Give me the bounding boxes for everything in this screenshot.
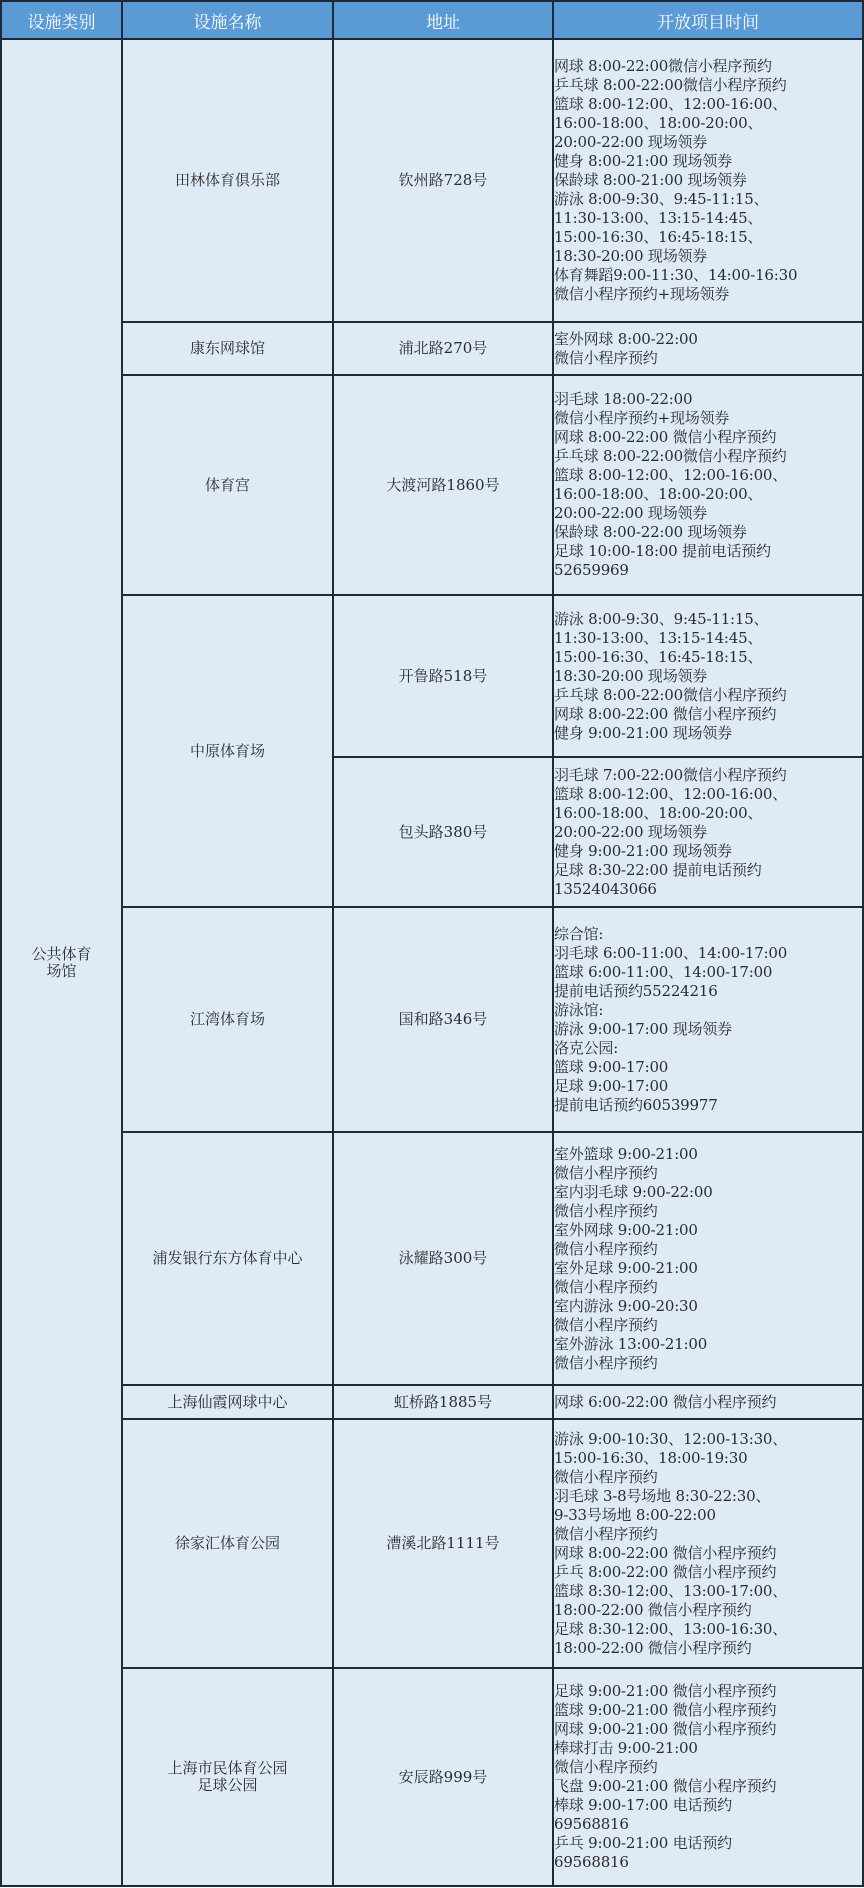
schedule-line: 18:30-20:00 现场领券	[554, 247, 708, 265]
schedule-line: 微信小程序预约+现场领券	[554, 285, 730, 303]
schedule-line: 乒乓球 8:00-22:00微信小程序预约	[554, 76, 787, 94]
schedule-line: 网球 8:00-22:00微信小程序预约	[554, 57, 772, 75]
schedule-line: 篮球 8:00-12:00、12:00-16:00、	[554, 466, 788, 484]
facility-name: 上海市民体育公园 足球公园	[122, 1668, 333, 1886]
table-row	[1, 1419, 863, 1668]
schedule-line: 室外网球 8:00-22:00	[554, 329, 698, 348]
schedule-line: 飞盘 9:00-21:00 微信小程序预约	[554, 1777, 777, 1795]
schedule-line: 健身 9:00-21:00 现场领券	[554, 723, 732, 742]
schedule-cell	[553, 1132, 863, 1385]
schedule-line: 篮球 8:00-12:00、12:00-16:00、	[554, 784, 788, 803]
category-cell: 公共体育 场馆	[1, 39, 122, 1886]
facility-address: 漕溪北路1111号	[333, 1419, 553, 1668]
facility-name: 上海仙霞网球中心	[122, 1385, 333, 1419]
schedule-line: 游泳 8:00-9:30、9:45-11:15、	[554, 190, 769, 208]
schedule-line: 微信小程序预约	[554, 1315, 658, 1334]
facility-address: 钦州路728号	[333, 39, 553, 322]
schedule-cell	[553, 907, 863, 1132]
schedule-cell	[553, 595, 863, 757]
header-row	[1, 1, 863, 39]
schedule-line: 提前电话预约60539977	[554, 1095, 718, 1114]
schedule-line: 室外足球 9:00-21:00	[554, 1258, 698, 1277]
schedule-line: 乒乓球 8:00-22:00微信小程序预约	[554, 447, 787, 465]
schedule-line: 15:00-16:30、18:00-19:30	[554, 1448, 748, 1467]
schedule-line: 乒乓 8:00-22:00 微信小程序预约	[554, 1562, 777, 1581]
schedule-line: 乒乓球 8:00-22:00微信小程序预约	[554, 685, 787, 704]
facility-address: 浦北路270号	[333, 322, 553, 375]
schedule-line: 篮球 8:00-12:00、12:00-16:00、	[554, 95, 788, 113]
table-row	[1, 907, 863, 1132]
schedule-line: 网球 8:00-22:00 微信小程序预约	[554, 428, 777, 446]
schedule-line: 11:30-13:00、13:15-14:45、	[554, 628, 763, 647]
schedule-line: 网球 8:00-22:00 微信小程序预约	[554, 704, 777, 723]
schedule-line: 综合馆:	[554, 924, 604, 943]
schedule-line: 16:00-18:00、18:00-20:00、	[554, 485, 763, 503]
schedule-line: 微信小程序预约+现场领券	[554, 409, 730, 427]
schedule-line: 足球 8:30-12:00、13:00-16:30、	[554, 1619, 788, 1638]
schedule-line: 室内游泳 9:00-20:30	[554, 1296, 698, 1315]
schedule-cell	[553, 1668, 863, 1886]
schedule-line: 游泳馆:	[554, 1000, 604, 1019]
facility-address: 大渡河路1860号	[333, 375, 553, 595]
schedule-line: 羽毛球 3-8号场地 8:30-22:30、	[554, 1486, 771, 1505]
schedule-cell	[553, 757, 863, 907]
schedule-line: 足球 9:00-21:00 微信小程序预约	[554, 1682, 777, 1700]
schedule-line: 20:00-22:00 现场领券	[554, 822, 708, 841]
schedule-line: 室外网球 9:00-21:00	[554, 1220, 698, 1239]
schedule-line: 微信小程序预约	[554, 1353, 658, 1372]
schedule-cell	[553, 1385, 863, 1419]
header-category: 设施类别	[1, 1, 122, 39]
schedule-line: 微信小程序预约	[554, 1239, 658, 1258]
schedule-line: 52659969	[554, 561, 629, 579]
schedule-line: 室外篮球 9:00-21:00	[554, 1144, 698, 1163]
facility-name: 江湾体育场	[122, 907, 333, 1132]
schedule-line: 9-33号场地 8:00-22:00	[554, 1505, 716, 1524]
facility-name: 徐家汇体育公园	[122, 1419, 333, 1668]
schedule-line: 网球 8:00-22:00 微信小程序预约	[554, 1543, 777, 1562]
schedule-line: 网球 6:00-22:00 微信小程序预约	[554, 1392, 777, 1411]
table-row	[1, 1668, 863, 1886]
schedule-line: 羽毛球 18:00-22:00	[554, 390, 693, 408]
schedule-line: 游泳 9:00-17:00 现场领券	[554, 1019, 732, 1038]
schedule-cell	[553, 39, 863, 322]
schedule-line: 18:30-20:00 现场领券	[554, 666, 708, 685]
table-row	[1, 322, 863, 375]
table-row	[1, 1132, 863, 1385]
facility-address: 包头路380号	[333, 757, 553, 907]
facility-address: 虹桥路1885号	[333, 1385, 553, 1419]
table-row	[1, 375, 863, 595]
schedule-line: 体育舞蹈9:00-11:30、14:00-16:30	[554, 266, 798, 284]
schedule-cell	[553, 375, 863, 595]
schedule-line: 足球 9:00-17:00	[554, 1076, 669, 1095]
schedule-line: 15:00-16:30、16:45-18:15、	[554, 228, 763, 246]
header-facility-name: 设施名称	[122, 1, 333, 39]
table-row	[1, 1385, 863, 1419]
schedule-line: 羽毛球 7:00-22:00微信小程序预约	[554, 765, 787, 784]
schedule-line: 室内羽毛球 9:00-22:00	[554, 1182, 713, 1201]
facility-name: 田林体育俱乐部	[122, 39, 333, 322]
facility-address: 国和路346号	[333, 907, 553, 1132]
schedule-line: 69568816	[554, 1815, 629, 1833]
schedule-line: 健身 8:00-21:00 现场领券	[554, 152, 732, 170]
schedule-line: 足球 10:00-18:00 提前电话预约	[554, 542, 771, 560]
schedule-line: 篮球 9:00-17:00	[554, 1057, 669, 1076]
schedule-line: 11:30-13:00、13:15-14:45、	[554, 209, 763, 227]
facility-name: 中原体育场	[122, 595, 333, 907]
facility-name: 浦发银行东方体育中心	[122, 1132, 333, 1385]
facility-address: 安辰路999号	[333, 1668, 553, 1886]
schedule-line: 20:00-22:00 现场领券	[554, 133, 708, 151]
schedule-cell	[553, 1419, 863, 1668]
schedule-line: 游泳 9:00-10:30、12:00-13:30、	[554, 1429, 788, 1448]
schedule-line: 微信小程序预约	[554, 1524, 658, 1543]
schedule-line: 微信小程序预约	[554, 348, 658, 367]
schedule-line: 羽毛球 6:00-11:00、14:00-17:00	[554, 943, 788, 962]
schedule-line: 篮球 9:00-21:00 微信小程序预约	[554, 1701, 777, 1719]
schedule-line: 室外游泳 13:00-21:00	[554, 1334, 708, 1353]
schedule-line: 洛克公园:	[554, 1038, 619, 1057]
table-row	[1, 595, 863, 757]
schedule-line: 13524043066	[554, 879, 657, 898]
schedule-line: 棒球打击 9:00-21:00	[554, 1739, 698, 1757]
schedule-line: 微信小程序预约	[554, 1201, 658, 1220]
schedule-line: 18:00-22:00 微信小程序预约	[554, 1600, 752, 1619]
facility-address: 泳耀路300号	[333, 1132, 553, 1385]
schedule-line: 棒球 9:00-17:00 电话预约	[554, 1796, 732, 1814]
header-address: 地址	[333, 1, 553, 39]
schedule-line: 微信小程序预约	[554, 1163, 658, 1182]
facility-name: 体育宫	[122, 375, 333, 595]
schedule-cell	[553, 322, 863, 375]
schedule-line: 16:00-18:00、18:00-20:00、	[554, 803, 763, 822]
facility-name: 康东网球馆	[122, 322, 333, 375]
schedule-line: 保龄球 8:00-22:00 现场领券	[554, 523, 747, 541]
schedule-line: 保龄球 8:00-21:00 现场领券	[554, 171, 747, 189]
table-row	[1, 39, 863, 322]
schedule-line: 提前电话预约55224216	[554, 981, 718, 1000]
schedule-line: 篮球 6:00-11:00、14:00-17:00	[554, 962, 773, 981]
schedule-line: 网球 9:00-21:00 微信小程序预约	[554, 1720, 777, 1738]
schedule-line: 微信小程序预约	[554, 1467, 658, 1486]
schedule-line: 乒乓 9:00-21:00 电话预约	[554, 1834, 732, 1852]
schedule-line: 足球 8:30-22:00 提前电话预约	[554, 860, 762, 879]
schedule-line: 篮球 8:30-12:00、13:00-17:00、	[554, 1581, 788, 1600]
schedule-line: 69568816	[554, 1853, 629, 1871]
facility-address: 开鲁路518号	[333, 595, 553, 757]
schedule-line: 微信小程序预约	[554, 1277, 658, 1296]
schedule-line: 游泳 8:00-9:30、9:45-11:15、	[554, 609, 769, 628]
schedule-line: 18:00-22:00 微信小程序预约	[554, 1638, 752, 1657]
header-schedule: 开放项目时间	[553, 1, 863, 39]
schedule-line: 微信小程序预约	[554, 1758, 658, 1776]
schedule-line: 16:00-18:00、18:00-20:00、	[554, 114, 763, 132]
schedule-line: 15:00-16:30、16:45-18:15、	[554, 647, 763, 666]
schedule-line: 20:00-22:00 现场领券	[554, 504, 708, 522]
schedule-line: 健身 9:00-21:00 现场领券	[554, 841, 732, 860]
